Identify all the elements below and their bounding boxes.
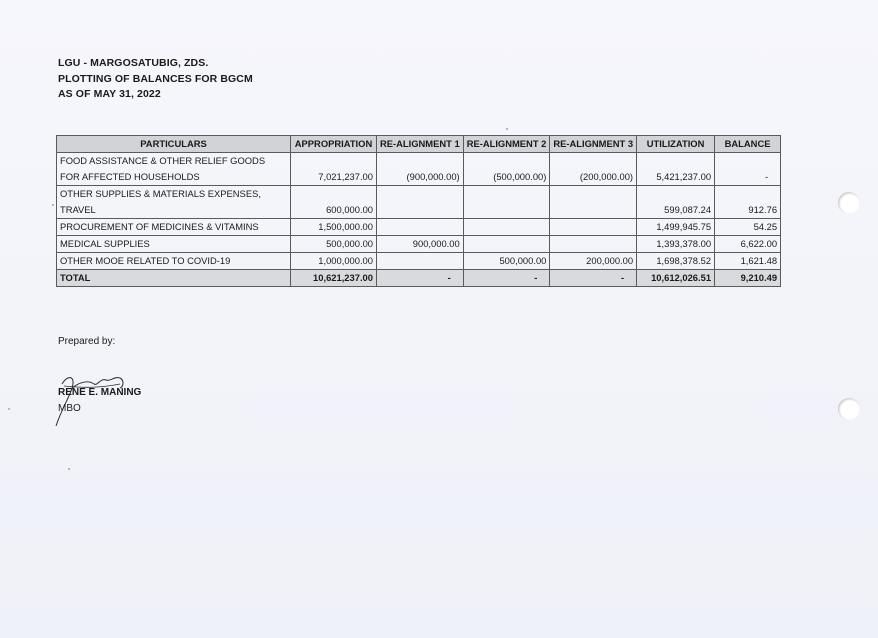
col-header-utilization: UTILIZATION [637, 136, 715, 153]
table-row [57, 153, 781, 186]
cell-utilization: 599,087.24 [637, 186, 715, 219]
col-header-balance: BALANCE [715, 136, 781, 153]
prepared-by-label: Prepared by: [58, 336, 116, 347]
cell-total-realignment-1: - [377, 270, 464, 287]
cell-realignment-2 [463, 219, 550, 236]
paper-speck [8, 408, 10, 410]
cell-particulars: OTHER MOOE RELATED TO COVID-19 [57, 253, 291, 270]
header-as-of-date: AS OF MAY 31, 2022 [58, 88, 161, 100]
table-row [57, 186, 781, 219]
cell-realignment-2: 500,000.00 [463, 253, 550, 270]
document-header [58, 56, 253, 103]
punch-hole [838, 398, 860, 420]
cell-utilization: 1,393,378.00 [637, 236, 715, 253]
table-total-row [57, 270, 781, 287]
particulars-line: OTHER SUPPLIES & MATERIALS EXPENSES, [60, 188, 261, 199]
cell-realignment-1: 900,000.00 [377, 236, 464, 253]
paper-speck [68, 468, 70, 470]
cell-realignment-3: (200,000.00) [550, 153, 637, 186]
col-header-realignment-2: RE-ALIGNMENT 2 [463, 136, 550, 153]
signer-title: MBO [58, 403, 81, 414]
cell-total-appropriation: 10,621,237.00 [291, 270, 377, 287]
cell-balance: 6,622.00 [715, 236, 781, 253]
cell-appropriation: 500,000.00 [291, 236, 377, 253]
paper-speck [52, 204, 54, 206]
particulars-line: TRAVEL [60, 204, 96, 215]
col-header-particulars: PARTICULARS [57, 136, 291, 153]
header-report-title: PLOTTING OF BALANCES FOR BGCM [58, 72, 253, 85]
table-header-row [57, 136, 781, 153]
balances-table [56, 135, 781, 287]
cell-balance: - [715, 153, 781, 186]
paper-speck [506, 128, 508, 130]
cell-balance: 912.76 [715, 186, 781, 219]
cell-appropriation: 1,000,000.00 [291, 253, 377, 270]
cell-realignment-2 [463, 236, 550, 253]
cell-total-realignment-2: - [463, 270, 550, 287]
cell-appropriation: 600,000.00 [291, 186, 377, 219]
cell-total-utilization: 10,612,026.51 [637, 270, 715, 287]
cell-realignment-1 [377, 253, 464, 270]
cell-utilization: 5,421,237.00 [637, 153, 715, 186]
cell-realignment-3 [550, 186, 637, 219]
cell-utilization: 1,499,945.75 [637, 219, 715, 236]
particulars-line: FOR AFFECTED HOUSEHOLDS [60, 171, 200, 182]
cell-total-label: TOTAL [57, 270, 291, 287]
cell-realignment-1 [377, 186, 464, 219]
col-header-appropriation: APPROPRIATION [291, 136, 377, 153]
signer-name: RENE E. MANING [58, 387, 142, 398]
cell-utilization: 1,698,378.52 [637, 253, 715, 270]
punch-hole [838, 192, 860, 214]
cell-realignment-2 [463, 186, 550, 219]
cell-appropriation: 7,021,237.00 [291, 153, 377, 186]
cell-realignment-1: (900,000.00) [377, 153, 464, 186]
cell-particulars: PROCUREMENT OF MEDICINES & VITAMINS [57, 219, 291, 236]
cell-realignment-2: (500,000.00) [463, 153, 550, 186]
cell-particulars [57, 153, 291, 186]
cell-realignment-1 [377, 219, 464, 236]
table-row [57, 253, 781, 270]
col-header-realignment-3: RE-ALIGNMENT 3 [550, 136, 637, 153]
cell-total-balance: 9,210.49 [715, 270, 781, 287]
cell-particulars: MEDICAL SUPPLIES [57, 236, 291, 253]
cell-realignment-3 [550, 236, 637, 253]
cell-particulars [57, 186, 291, 219]
cell-total-realignment-3: - [550, 270, 637, 287]
cell-balance: 1,621.48 [715, 253, 781, 270]
cell-realignment-3 [550, 219, 637, 236]
header-lgu: LGU - MARGOSATUBIG, ZDS. [58, 57, 209, 69]
cell-realignment-3: 200,000.00 [550, 253, 637, 270]
col-header-realignment-1: RE-ALIGNMENT 1 [377, 136, 464, 153]
particulars-line: FOOD ASSISTANCE & OTHER RELIEF GOODS [60, 155, 266, 166]
cell-balance: 54.25 [715, 219, 781, 236]
table-row [57, 219, 781, 236]
cell-appropriation: 1,500,000.00 [291, 219, 377, 236]
table-row [57, 236, 781, 253]
